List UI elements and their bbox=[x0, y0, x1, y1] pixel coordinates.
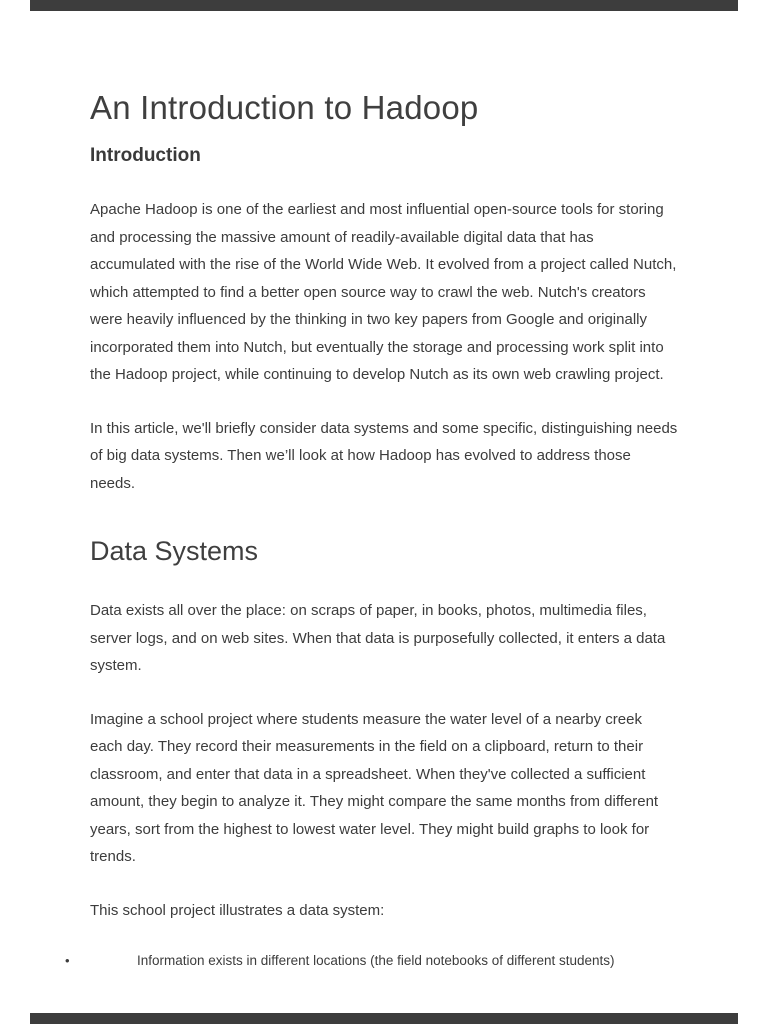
paragraph: In this article, we'll briefly consider data systems and some specific, distinguishing needs of big data systems. Then we’ll look at how Hadoop has evolved to address those needs. bbox=[90, 419, 678, 492]
bullet-marker: • bbox=[65, 953, 70, 969]
list-item bbox=[65, 950, 678, 972]
paragraph: Data exists all over the place: on scraps of paper, in books, photos, multimedia files, server logs, and on web sites. When that data is purposefully collected, it enters a data system. bbox=[90, 602, 666, 675]
list-item-text: Information exists in different locations (the field notebooks of different students) bbox=[137, 953, 615, 969]
adjacent-page-edge-top bbox=[30, 0, 738, 11]
paragraph: Apache Hadoop is one of the earliest and most influential open-source tools for storing and processing the massive amount of readily-available digital data that has accumulated with the rise of the World Wide Web. It evolved from a project called Nutch, which attempted to find a better open source way to crawl the web. Nutch's creators were heavily influenced by the thinking in two key papers from Google and originally incorporated them into Nutch, but eventually the storage and processing work split into the Hadoop project, while continuing to develop Nutch as its own web crawling project. bbox=[90, 201, 677, 384]
section-heading-data-systems: Data Systems bbox=[90, 536, 259, 567]
paragraph: Imagine a school project where students measure the water level of a nearby creek each day. They record their measurements in the field on a clipboard, return to their classroom, and enter that data in a spreadsheet. When they've collected a sufficient amount, they begin to analyze it. They might compare the same months from different years, sort from the highest to lowest water level. They might build graphs to look for trends. bbox=[90, 710, 659, 866]
section-heading-introduction: Introduction bbox=[90, 144, 201, 166]
paragraph: This school project illustrates a data system: bbox=[90, 901, 385, 919]
document-title: An Introduction to Hadoop bbox=[90, 89, 479, 126]
adjacent-page-edge-bottom bbox=[30, 1013, 738, 1024]
